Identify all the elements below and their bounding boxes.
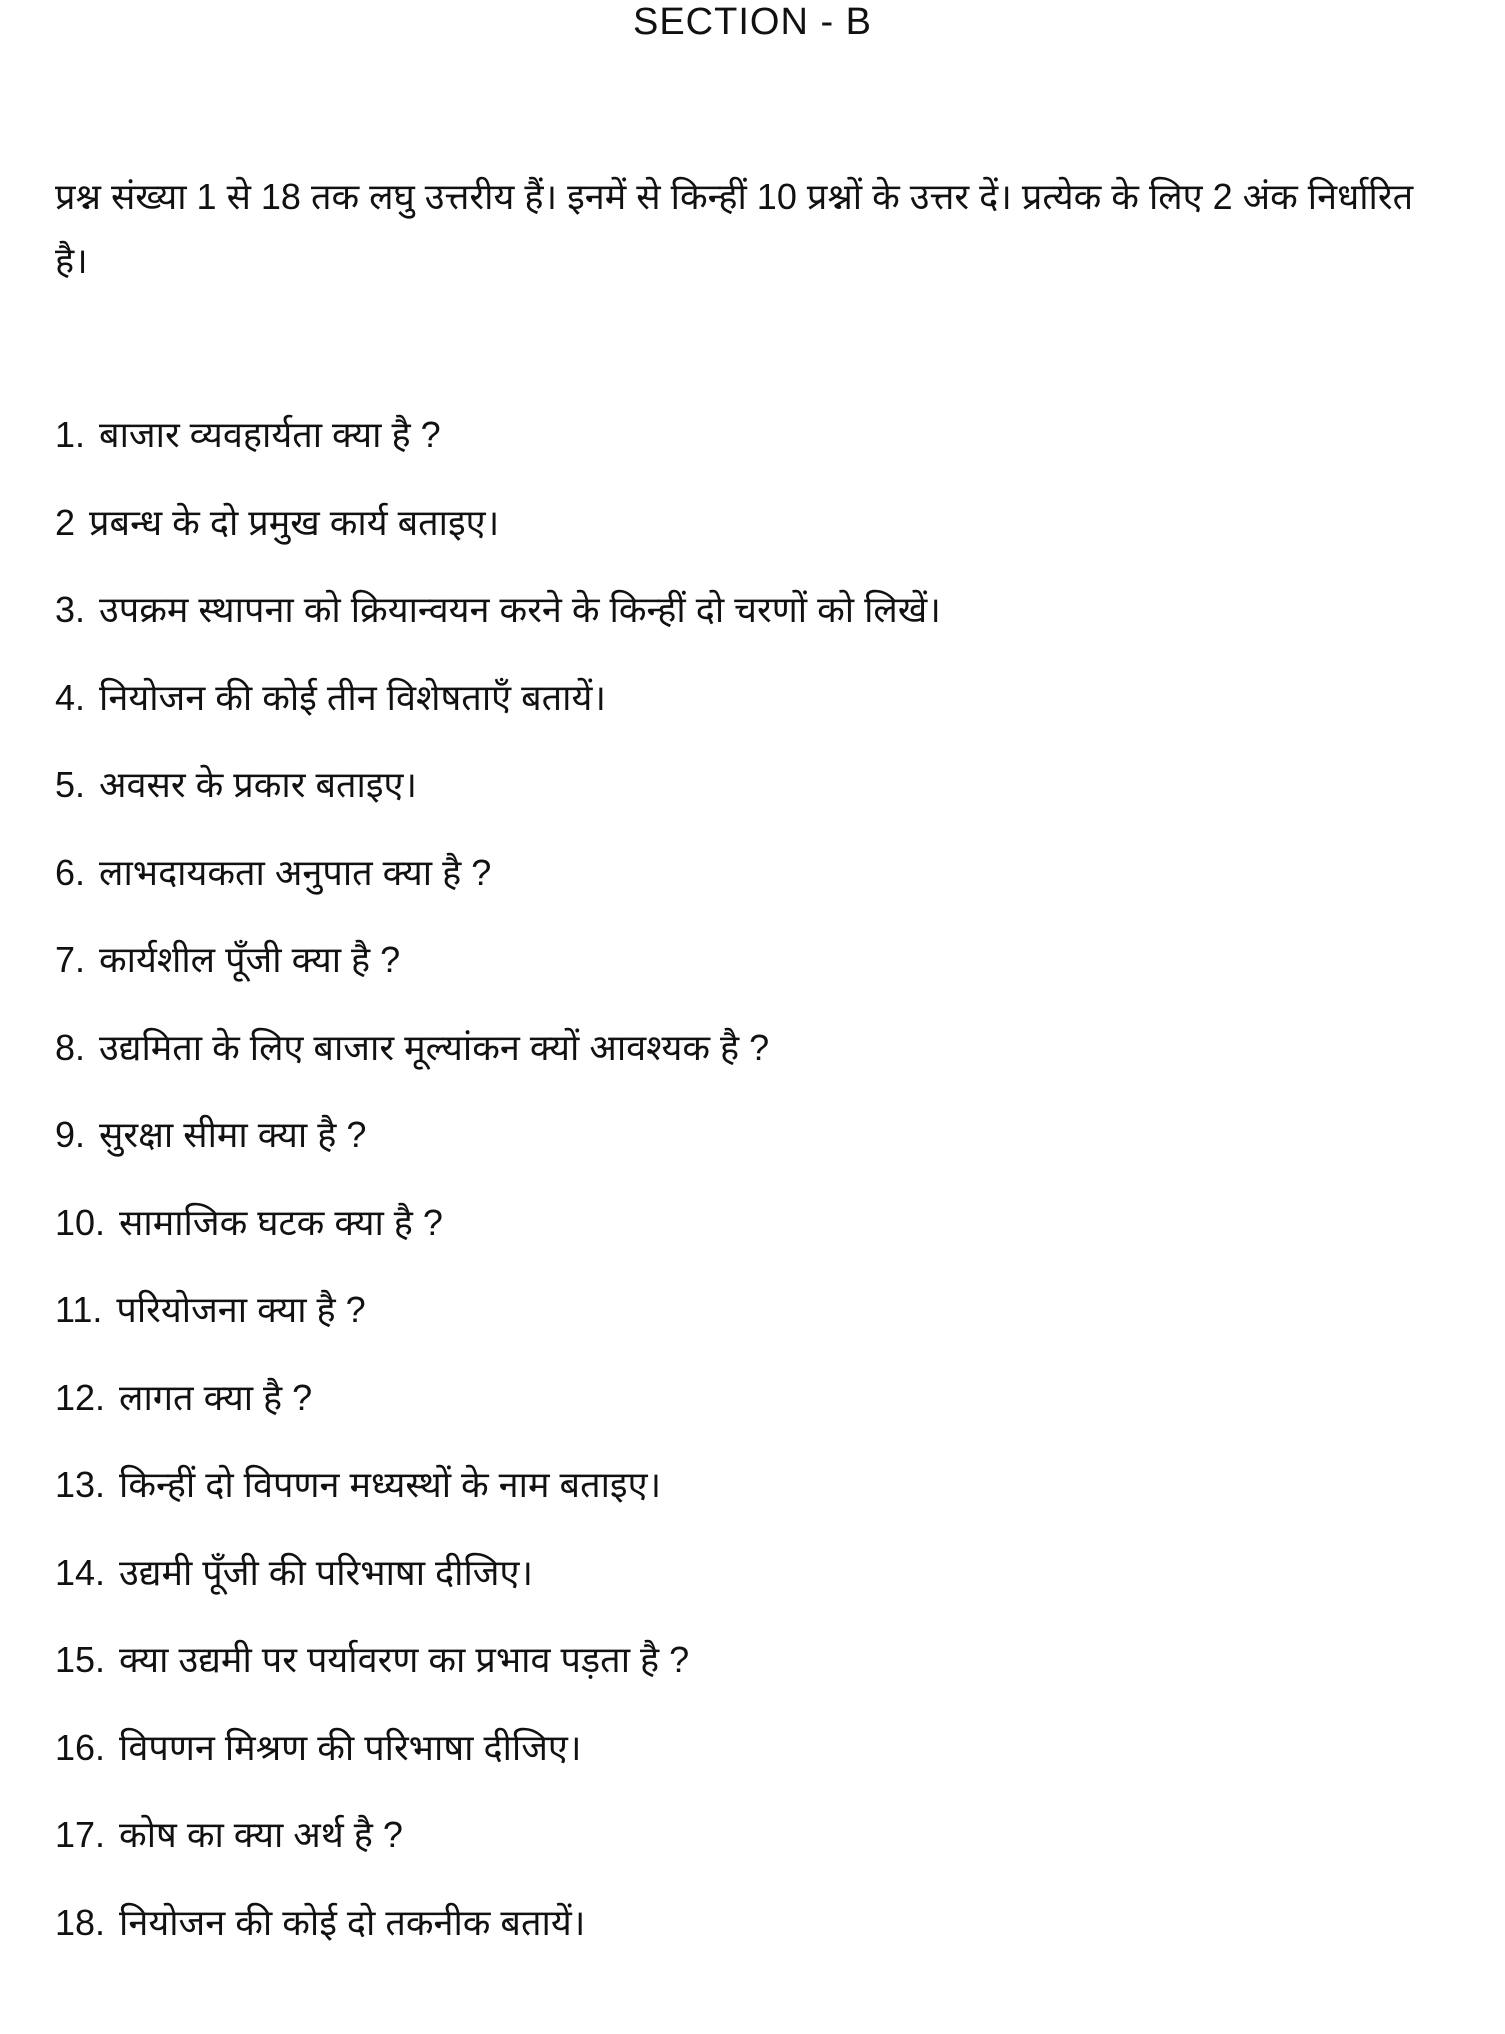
- question-number: 6.: [55, 851, 86, 893]
- question-number: 16.: [55, 1726, 106, 1768]
- question-text: अवसर के प्रकार बताइए।: [99, 764, 418, 805]
- question-item: [55, 1373, 312, 1423]
- question-item: [55, 1460, 661, 1510]
- question-text: प्रबन्ध के दो प्रमुख कार्य बताइए।: [89, 501, 500, 543]
- question-item: [55, 410, 441, 460]
- question-number: 12.: [55, 1376, 106, 1418]
- instructions: प्रश्न संख्या 1 से 18 तक लघु उत्तरीय हैं। इनमें से किन्हीं 10 प्रश्नों के उत्तर दें। प्रत्येक के लिए 2 अंक निर्धारित है।: [55, 176, 1414, 281]
- question-number: 9.: [55, 1114, 86, 1155]
- question-text: लागत क्या है ?: [119, 1376, 313, 1418]
- question-number: 18.: [55, 1901, 106, 1943]
- question-text: सामाजिक घटक क्या है ?: [119, 1201, 443, 1243]
- question-number: 10.: [55, 1201, 106, 1243]
- question-text: परियोजना क्या है ?: [116, 1289, 366, 1330]
- question-number: 5.: [55, 764, 86, 805]
- question-item: [55, 1810, 403, 1860]
- question-item: [55, 1898, 585, 1948]
- question-text: उद्यमिता के लिए बाजार मूल्यांकन क्यों आवश्यक है ?: [99, 1026, 770, 1068]
- question-number: 4.: [55, 676, 86, 718]
- question-number: 14.: [55, 1551, 106, 1593]
- question-text: लाभदायकता अनुपात क्या है ?: [99, 851, 492, 893]
- question-number: 11.: [55, 1289, 103, 1330]
- question-item: [55, 1548, 533, 1598]
- question-item: [55, 1723, 581, 1773]
- question-text: विपणन मिश्रण की परिभाषा दीजिए।: [119, 1726, 582, 1768]
- question-number: 2: [55, 501, 76, 543]
- question-item: [55, 673, 606, 723]
- question-text: कोष का क्या अर्थ है ?: [119, 1814, 403, 1855]
- question-number: 1.: [55, 414, 86, 455]
- question-item: [55, 1198, 443, 1248]
- question-item: [55, 498, 499, 548]
- question-text: नियोजन की कोई दो तकनीक बतायें।: [119, 1901, 586, 1943]
- question-item: [55, 760, 417, 810]
- question-text: उद्यमी पूँजी की परिभाषा दीजिए।: [119, 1551, 534, 1593]
- question-number: 7.: [55, 939, 86, 980]
- question-text: कार्यशील पूँजी क्या है ?: [99, 939, 401, 980]
- question-item: [55, 585, 941, 635]
- question-number: 15.: [55, 1639, 106, 1680]
- question-text: किन्हीं दो विपणन मध्यस्थों के नाम बताइए।: [119, 1464, 662, 1505]
- question-number: 17.: [55, 1814, 106, 1855]
- question-text: बाजार व्यवहार्यता क्या है ?: [99, 414, 441, 455]
- question-item: [55, 1635, 689, 1685]
- question-text: क्या उद्यमी पर पर्यावरण का प्रभाव पड़ता है ?: [119, 1639, 690, 1680]
- section-title: SECTION - B: [632, 1, 873, 43]
- question-item: [55, 1285, 366, 1335]
- question-text: सुरक्षा सीमा क्या है ?: [99, 1114, 367, 1155]
- question-item: [55, 848, 491, 898]
- question-item: [55, 1110, 366, 1160]
- question-text: उपक्रम स्थापना को क्रियान्वयन करने के किन्हीं दो चरणों को लिखें।: [99, 589, 941, 630]
- question-number: 13.: [55, 1464, 106, 1505]
- question-text: नियोजन की कोई तीन विशेषताएँ बतायें।: [99, 676, 606, 718]
- question-item: [55, 935, 400, 985]
- question-number: 3.: [55, 589, 86, 630]
- question-item: [55, 1023, 769, 1073]
- question-number: 8.: [55, 1026, 86, 1068]
